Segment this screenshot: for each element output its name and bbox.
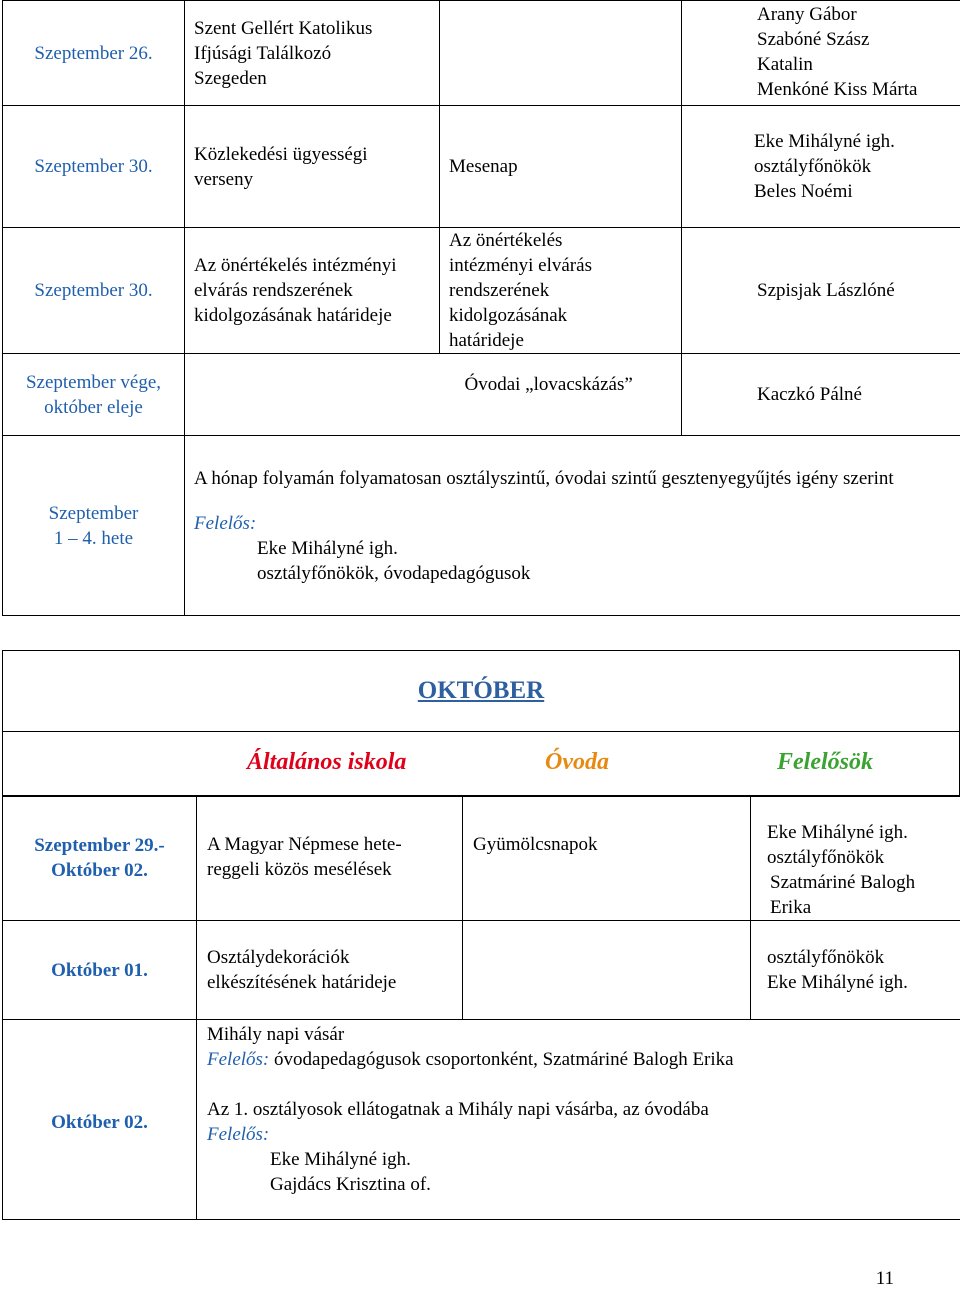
date-cell <box>3 354 185 436</box>
responsible-line: osztályfőnökök <box>754 156 872 177</box>
column-header-cell <box>3 732 960 797</box>
date-cell <box>3 921 197 1020</box>
kindergarten-line: Az önértékelés <box>449 230 563 251</box>
kindergarten-line: Óvodai „lovacskázás” <box>464 374 633 395</box>
responsible-line: Szatmáriné Balogh <box>770 872 916 893</box>
kindergarten-line: határideje <box>449 330 524 351</box>
date-cell <box>3 436 185 616</box>
date-cell <box>3 796 197 921</box>
october-header-table <box>2 650 960 797</box>
responsible-line: Szpisjak Lászlóné <box>757 280 895 301</box>
school-cell <box>185 1 440 106</box>
kindergarten-header: Óvoda <box>545 749 609 775</box>
date-text: Október 02. <box>51 1111 148 1133</box>
table-row <box>3 1 960 106</box>
responsible-line: Eke Mihályné igh. <box>767 822 908 843</box>
month-title: OKTÓBER <box>417 677 545 704</box>
responsible-line: Beles Noémi <box>754 181 853 202</box>
responsible-line: Kaczkó Pálné <box>757 384 862 405</box>
kindergarten-cell <box>463 796 751 921</box>
kindergarten-line: Gyümölcsnapok <box>473 834 598 855</box>
responsible-line: Erika <box>770 897 812 918</box>
responsible-line: Katalin <box>757 54 813 75</box>
responsible-cell <box>682 1 960 106</box>
kindergarten-line: intézményi elvárás <box>449 255 592 276</box>
month-title-row <box>3 651 960 732</box>
responsible-label: Felelős: <box>194 512 257 534</box>
date-text: Szeptember vége, <box>25 371 162 393</box>
responsible-label: Felelős: <box>207 1124 270 1145</box>
table-row <box>3 436 960 616</box>
responsible-cell <box>751 921 960 1020</box>
responsible-line: Arany Gábor <box>757 4 857 25</box>
school-cell <box>197 921 463 1020</box>
kindergarten-cell <box>463 921 751 1020</box>
responsible-label: Felelős: <box>207 1049 270 1070</box>
month-title-cell <box>3 651 960 732</box>
responsible-cell <box>682 228 960 354</box>
date-text: Szeptember 29.- <box>34 835 165 856</box>
table-row <box>3 921 960 1020</box>
merged-activity-cell <box>185 436 960 616</box>
responsible-line: osztályfőnökök, óvodapedagógusok <box>257 562 531 584</box>
activity-text: A hónap folyamán folyamatosan osztályszintű, óvodai szintű gesztenyegyűjtés igény szerint <box>194 467 894 489</box>
responsible-line: Eke Mihályné igh. <box>767 972 908 993</box>
school-line: Közlekedési ügyességi <box>194 143 368 165</box>
kindergarten-cell <box>440 228 682 354</box>
date-text: Szeptember 30. <box>34 156 153 177</box>
school-cell <box>185 228 440 354</box>
date-cell <box>3 1020 197 1220</box>
responsible-line: Szabóné Szász <box>757 29 870 50</box>
kindergarten-line: kidolgozásának <box>449 305 568 326</box>
school-line: Osztálydekorációk <box>207 947 350 968</box>
kindergarten-cell <box>440 1 682 106</box>
school-line: verseny <box>194 168 254 190</box>
responsible-cell <box>682 106 960 228</box>
school-line: elkészítésének határideje <box>207 972 397 993</box>
date-text: Szeptember <box>48 502 139 524</box>
responsible-line: Gajdács Krisztina of. <box>270 1174 431 1195</box>
school-line: A Magyar Népmese hete- <box>207 834 402 855</box>
school-cell <box>197 796 463 921</box>
school-header: Általános iskola <box>247 749 407 775</box>
date-text: Október 01. <box>51 959 148 981</box>
date-text: Szeptember 26. <box>34 42 153 64</box>
responsible-line: Eke Mihályné igh. <box>754 131 895 152</box>
table-row <box>3 1020 960 1220</box>
kindergarten-line: rendszerének <box>449 280 550 301</box>
date-cell <box>3 1 185 106</box>
responsible-line: Eke Mihályné igh. <box>270 1149 411 1170</box>
responsible-line: Menkóné Kiss Márta <box>757 79 918 100</box>
table-row <box>3 796 960 921</box>
responsible-line: osztályfőnökök <box>767 847 885 868</box>
school-line: kidolgozásának határideje <box>194 305 392 326</box>
kindergarten-cell <box>440 354 682 436</box>
school-line: Szegeden <box>194 67 267 89</box>
school-line: Az önértékelés intézményi <box>194 255 397 276</box>
school-line: Ifjúsági Találkozó <box>194 42 332 64</box>
page-number: 11 <box>875 1268 894 1289</box>
school-cell <box>185 106 440 228</box>
responsible-line <box>207 1047 960 1072</box>
kindergarten-line: Mesenap <box>449 156 518 177</box>
column-header-row <box>3 732 960 797</box>
october-schedule-table <box>2 795 960 1220</box>
responsible-cell <box>751 796 960 921</box>
kindergarten-cell <box>440 106 682 228</box>
activity-text: Az 1. osztályosok ellátogatnak a Mihály napi vásárba, az óvodába <box>207 1099 709 1120</box>
date-text: 1 – 4. hete <box>53 527 134 549</box>
school-line: reggeli közös mesélések <box>207 859 392 880</box>
date-text: Október 02. <box>51 860 148 881</box>
date-text: Szeptember 30. <box>34 280 153 301</box>
september-schedule-table <box>2 0 960 616</box>
activity-text: Mihály napi vásár <box>207 1024 345 1045</box>
responsible-names: óvodapedagógusok csoportonként, Szatmáriné Balogh Erika <box>269 1049 734 1070</box>
date-text: október eleje <box>44 396 143 418</box>
responsible-line: Eke Mihályné igh. <box>257 537 398 559</box>
date-cell <box>3 106 185 228</box>
school-line: Szent Gellért Katolikus <box>194 17 373 39</box>
responsible-line: osztályfőnökök <box>767 947 885 968</box>
responsible-header: Felelősök <box>777 749 873 775</box>
date-cell <box>3 228 185 354</box>
table-row <box>3 106 960 228</box>
school-cell <box>185 354 440 436</box>
table-row <box>3 228 960 354</box>
merged-activity-cell <box>197 1020 960 1220</box>
table-row <box>3 354 960 436</box>
responsible-cell <box>682 354 960 436</box>
school-line: elvárás rendszerének <box>194 280 353 301</box>
